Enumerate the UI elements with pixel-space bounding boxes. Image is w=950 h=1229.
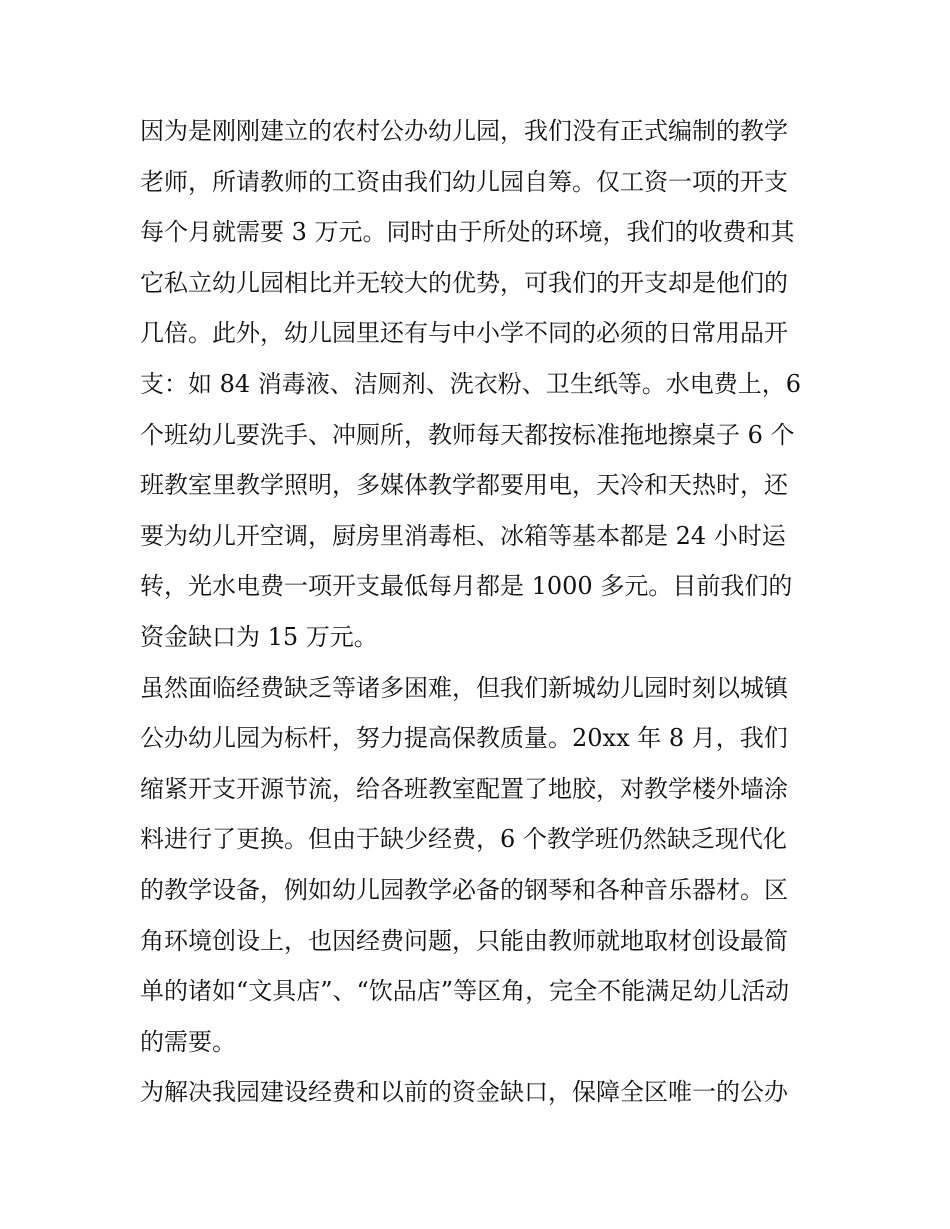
text-line: 因为是刚刚建立的农村公办幼儿园，我们没有正式编制的教学 (140, 117, 788, 145)
text-line: 要为幼儿开空调，厨房里消毒柜、冰箱等基本都是 24 小时运 (140, 521, 786, 550)
text-line: 支：如 84 消毒液、洁厕剂、洗衣粉、卫生纸等。水电费上，6 (140, 369, 802, 398)
text-line: 单的诸如“文具店”、“饮品店”等区角，完全不能满足幼儿活动 (140, 977, 790, 1006)
paragraph-quality-improvement (140, 663, 820, 1068)
text-line: 角环境创设上，也因经费问题，只能由教师就地取材创设最简 (140, 926, 788, 955)
text-line: 的教学设备，例如幼儿园教学必备的钢琴和各种音乐器材。区 (140, 875, 788, 904)
paragraph-funding-shortage (140, 106, 820, 663)
text-line: 老师，所请教师的工资由我们幼儿园自筹。仅工资一项的开支 (140, 167, 788, 196)
text-line: 为解决我园建设经费和以前的资金缺口，保障全区唯一的公办 (140, 1078, 788, 1107)
text-line: 班教室里教学照明，多媒体教学都要用电，天冷和天热时，还 (140, 471, 788, 500)
paragraph-solution (140, 1067, 820, 1118)
text-line: 公办幼儿园为标杆，努力提高保教质量。20xx 年 8 月，我们 (140, 724, 788, 753)
text-line: 几倍。此外，幼儿园里还有与中小学不同的必须的日常用品开 (140, 319, 788, 348)
text-line: 转，光水电费一项开支最低每月都是 1000 多元。目前我们的 (140, 572, 793, 601)
text-line: 缩紧开支开源节流，给各班教室配置了地胶，对教学楼外墙涂 (140, 774, 788, 803)
text-line: 每个月就需要 3 万元。同时由于所处的环境，我们的收费和其 (140, 218, 795, 247)
text-line: 的需要。 (140, 1027, 236, 1056)
text-line: 资金缺口为 15 万元。 (140, 622, 378, 651)
text-line: 料进行了更换。但由于缺少经费，6 个教学班仍然缺乏现代化 (140, 825, 787, 854)
text-line: 它私立幼儿园相比并无较大的优势，可我们的开支却是他们的 (140, 268, 788, 297)
text-line: 虽然面临经费缺乏等诸多困难，但我们新城幼儿园时刻以城镇 (140, 673, 788, 702)
text-line: 个班幼儿要洗手、冲厕所，教师每天都按标准拖地擦桌子 6 个 (140, 420, 795, 449)
document-body (140, 106, 820, 1118)
